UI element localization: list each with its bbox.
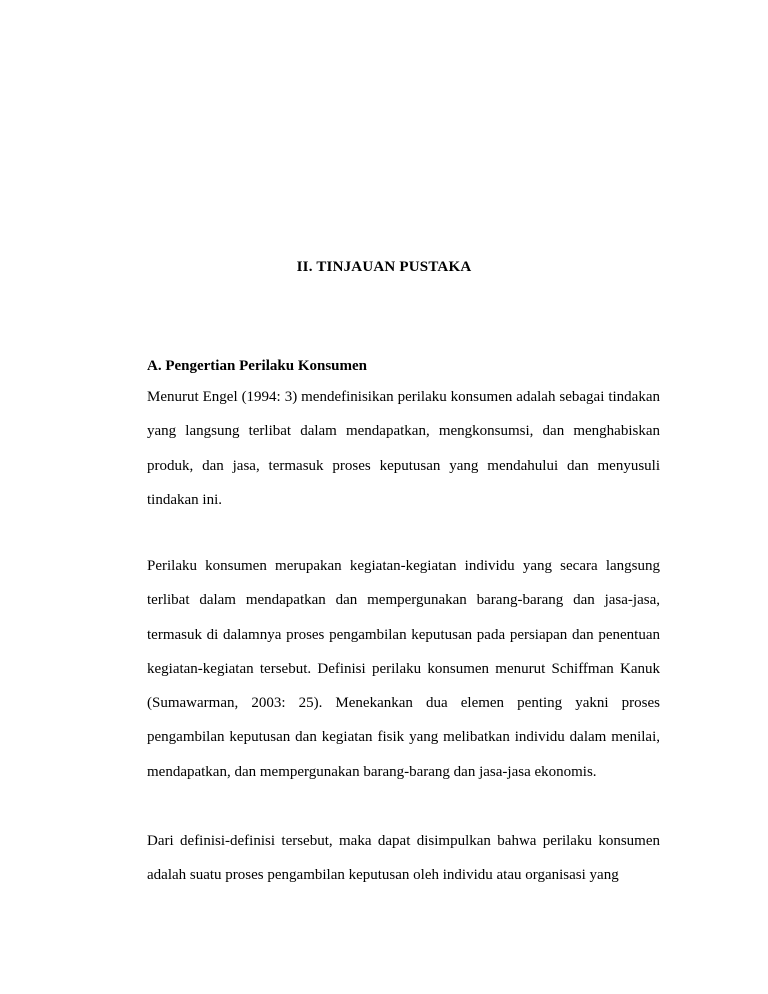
paragraph-1-block <box>147 380 660 517</box>
paragraph-2-block <box>147 549 660 789</box>
section-heading: A. Pengertian Perilaku Konsumen <box>147 358 367 374</box>
chapter-title: II. TINJAUAN PUSTAKA <box>296 259 472 275</box>
paragraph-3-block <box>147 824 660 893</box>
paragraph-3: Dari definisi-definisi tersebut, maka dapat disimpulkan bahwa perilaku konsumen adalah suatu proses pengambilan keputusan oleh individu atau organisasi yang <box>147 833 660 884</box>
paragraph-2: Perilaku konsumen merupakan kegiatan-kegiatan individu yang secara langsung terlibat dalam mendapatkan dan mempergunakan barang-barang dan jasa-jasa, termasuk di dalamnya proses pengambilan keputusan pada persiapan dan penentuan kegiatan-kegiatan tersebut. Definisi perilaku konsumen menurut Schiffman Kanuk (Sumawarman, 2003: 25). Menekankan dua elemen penting yakni proses pengambilan keputusan dan kegiatan fisik yang melibatkan individu dalam menilai, mendapatkan, dan mempergunakan barang-barang dan jasa-jasa ekonomis. <box>147 558 660 780</box>
paragraph-1: Menurut Engel (1994: 3) mendefinisikan perilaku konsumen adalah sebagai tindakan yang langsung terlibat dalam mendapatkan, mengkonsumsi, dan menghabiskan produk, dan jasa, termasuk proses keputusan yang mendahului dan menyusuli tindakan ini. <box>147 389 660 508</box>
